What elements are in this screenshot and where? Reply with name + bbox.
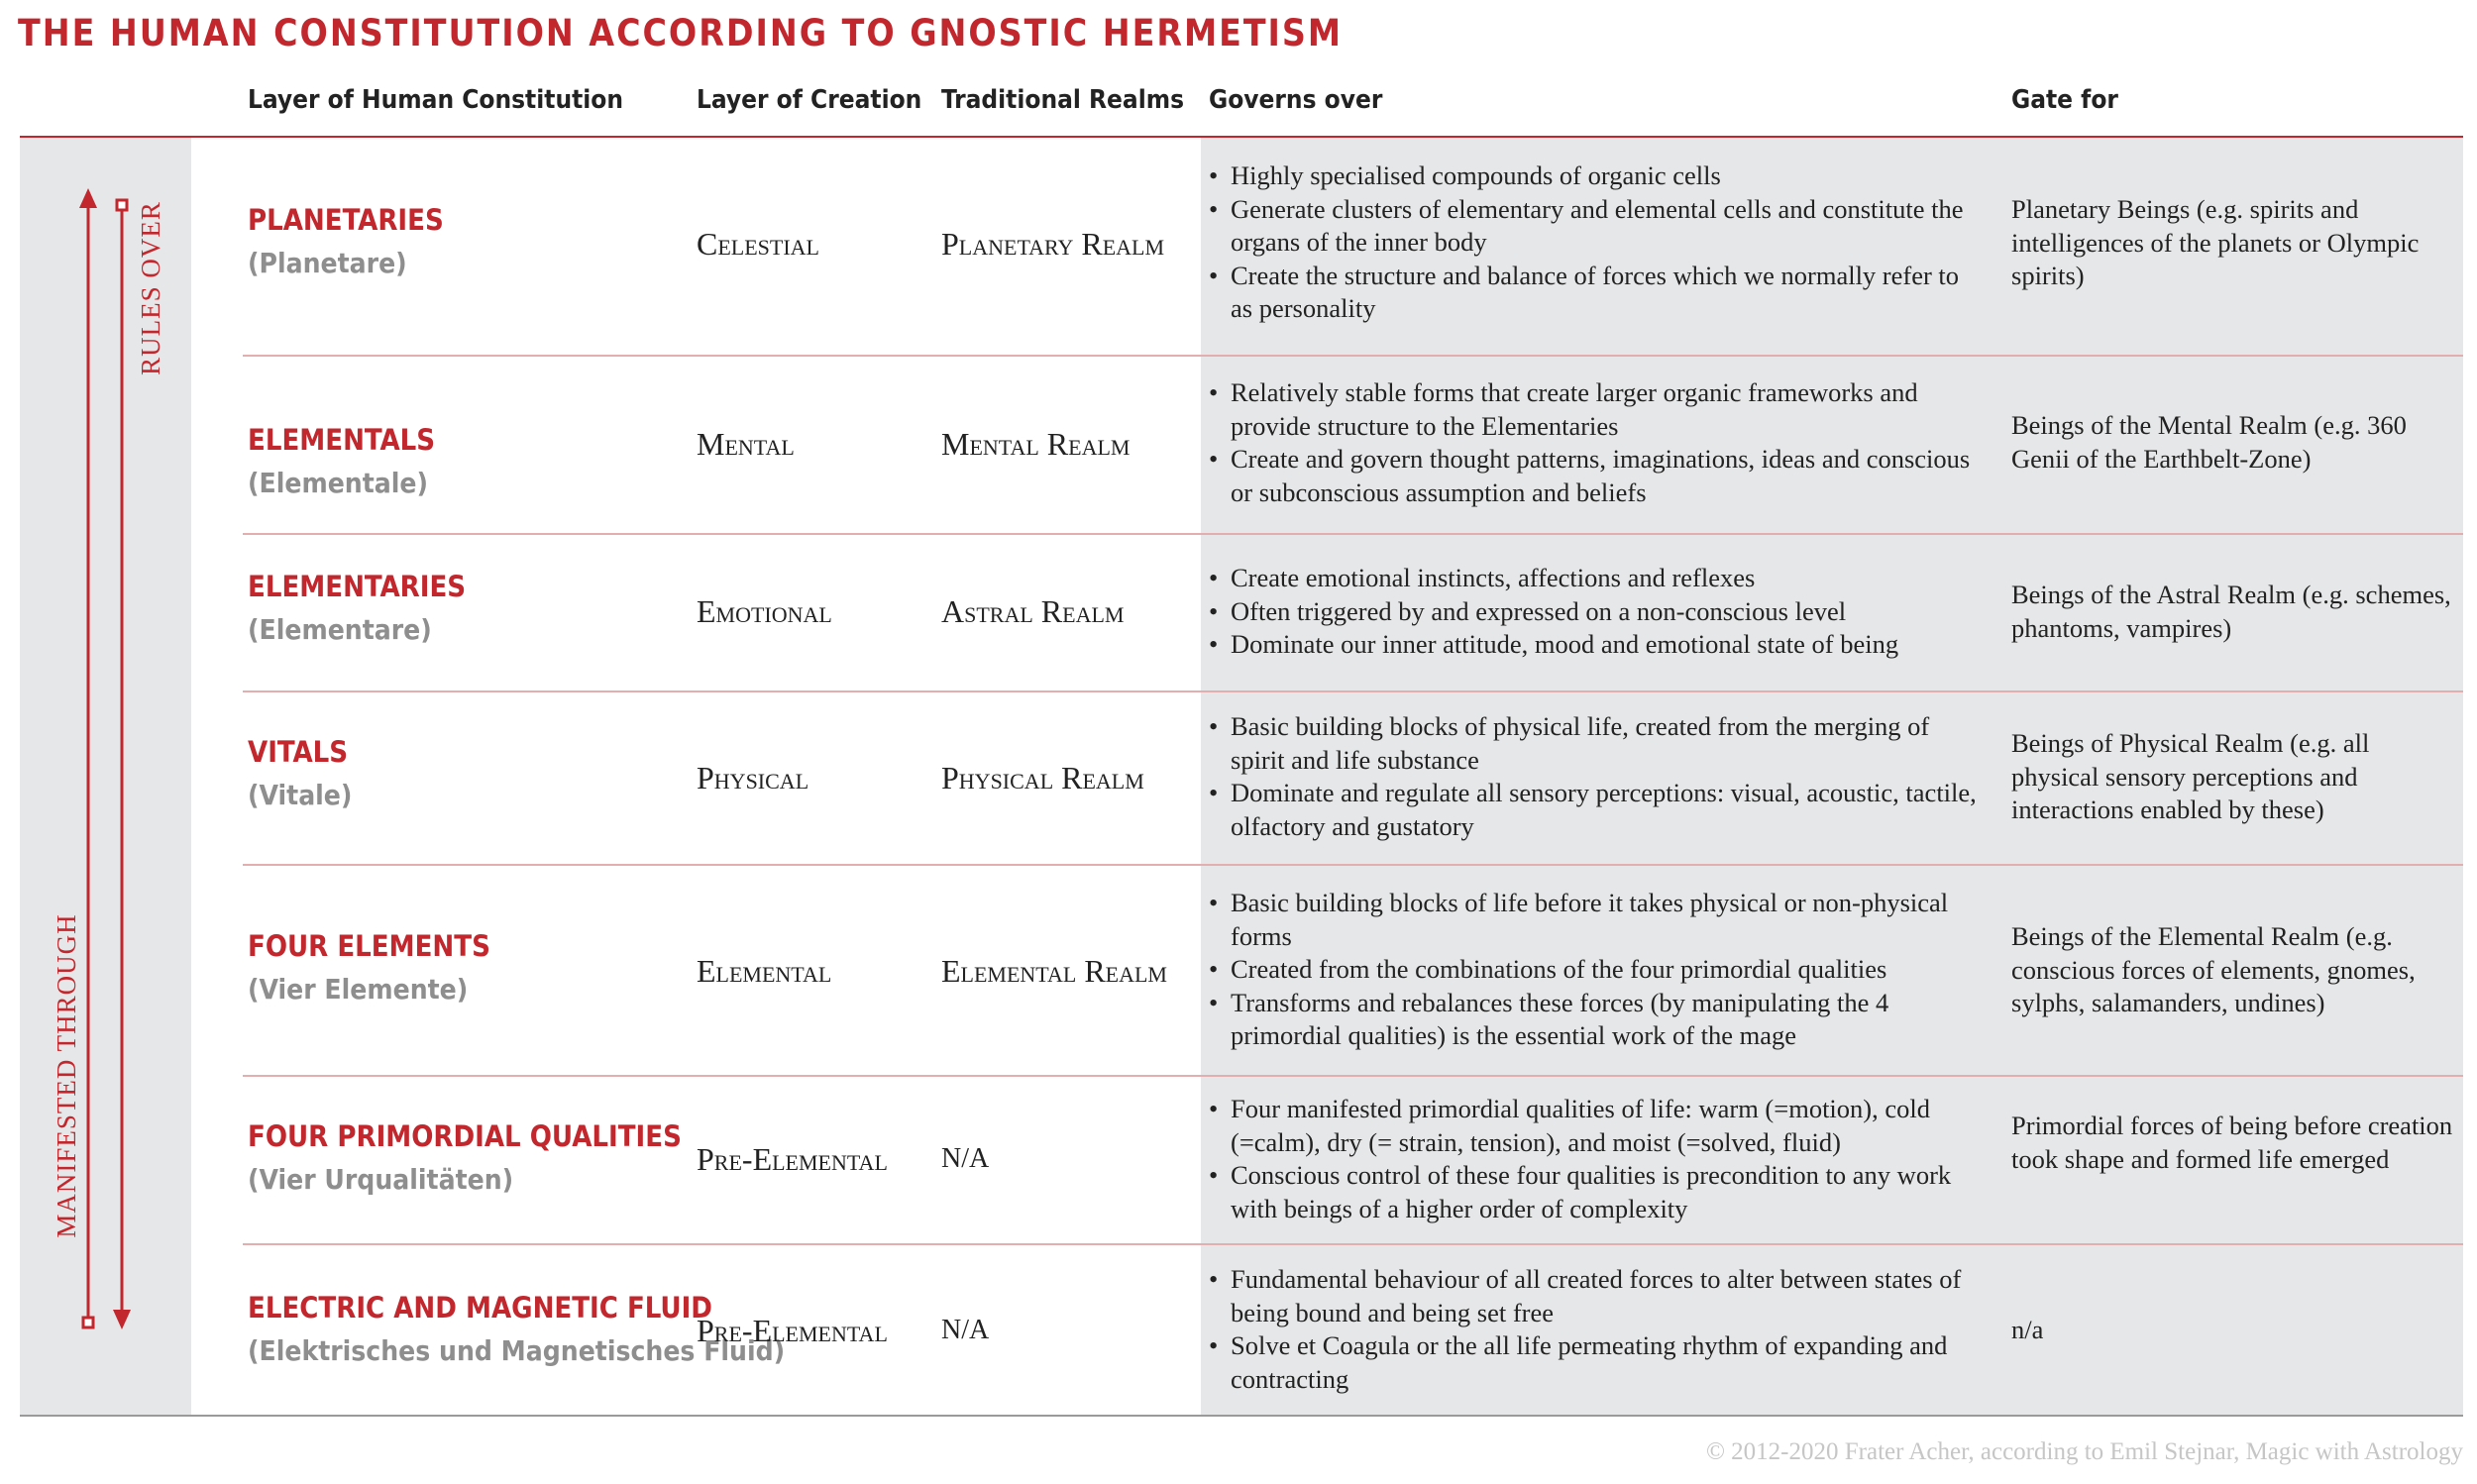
governs-item: • Four manifested primordial qualities of life: warm (=motion), cold (=calm), dry (= strain, tension), and moist (=solved, fluid) (1207, 1093, 1980, 1159)
traditional-realm: N/A (941, 1315, 990, 1345)
layer-name: FOUR ELEMENTS (248, 929, 490, 963)
layer-subtitle: (Vier Elemente) (248, 973, 469, 1006)
gate-for: n/a (2011, 1315, 2044, 1344)
rules-over-label: RULES OVER (136, 201, 165, 375)
row-divider (243, 690, 2463, 692)
gate-for: Beings of the Mental Realm (e.g. 360 Genii of the Earthbelt-Zone) (2011, 410, 2407, 474)
gate-for: Beings of the Elemental Realm (e.g. conscious forces of elements, gnomes, sylphs, salamanders, undines) (2011, 921, 2416, 1017)
governs-item: • Relatively stable forms that create larger organic frameworks and provide structure to the Elementaries (1207, 376, 1980, 443)
layer-subtitle: (Vitale) (248, 779, 353, 811)
governs-list (1207, 562, 1980, 662)
page-title: THE HUMAN CONSTITUTION ACCORDING TO GNOSTIC HERMETISM (18, 12, 1344, 54)
row-divider (243, 1243, 2463, 1245)
row-divider (243, 355, 2463, 357)
gate-for: Primordial forces of being before creation took shape and formed life emerged (2011, 1111, 2453, 1174)
traditional-realm: N/A (941, 1143, 990, 1174)
layer-subtitle: (Elementare) (248, 613, 432, 646)
governs-item: • Fundamental behaviour of all created forces to alter between states of being bound and being set free (1207, 1263, 1980, 1329)
row-divider (243, 864, 2463, 866)
governs-list (1207, 710, 1980, 843)
traditional-realm: Elemental Realm (941, 953, 1167, 989)
copyright-footer: © 2012-2020 Frater Acher, according to Emil Stejnar, Magic with Astrology (1705, 1438, 2463, 1465)
governs-item: • Create and govern thought patterns, imaginations, ideas and conscious or subconscious assumption and beliefs (1207, 443, 1980, 509)
layer-subtitle: (Elementale) (248, 467, 428, 499)
creation-layer: Physical (697, 760, 809, 795)
governs-list (1207, 1263, 1980, 1396)
layer-name: ELEMENTALS (248, 423, 436, 457)
gate-for: Planetary Beings (e.g. spirits and intelligences of the planets or Olympic spirits) (2011, 194, 2420, 290)
layer-name: ELEMENTARIES (248, 570, 467, 603)
governs-list (1207, 887, 1980, 1053)
governs-item: • Dominate and regulate all sensory perceptions: visual, acoustic, tactile, olfactory and gustatory (1207, 777, 1980, 843)
creation-layer: Pre-Elemental (697, 1313, 888, 1348)
header-layer: Layer of Human Constitution (248, 85, 624, 115)
traditional-realm: Astral Realm (941, 593, 1125, 629)
traditional-realm: Physical Realm (941, 760, 1144, 795)
gate-for: Beings of Physical Realm (e.g. all physical sensory perceptions and interactions enabled by these) (2011, 728, 2370, 824)
layer-subtitle: (Elektrisches und Magnetisches Fluid) (248, 1334, 786, 1367)
creation-layer: Elemental (697, 953, 832, 989)
governs-list (1207, 376, 1980, 509)
creation-layer: Celestial (697, 226, 819, 262)
gate-for: Beings of the Astral Realm (e.g. schemes, phantoms, vampires) (2011, 580, 2451, 643)
governs-item: • Highly specialised compounds of organic cells (1207, 159, 1980, 193)
governs-item: • Dominate our inner attitude, mood and emotional state of being (1207, 628, 1980, 662)
row-divider (243, 533, 2463, 535)
creation-layer: Pre-Elemental (697, 1141, 888, 1177)
governs-item: • Solve et Coagula or the all life permeating rhythm of expanding and contracting (1207, 1329, 1980, 1396)
layer-name: FOUR PRIMORDIAL QUALITIES (248, 1119, 682, 1153)
governs-item: • Basic building blocks of life before it takes physical or non-physical forms (1207, 887, 1980, 953)
governs-list (1207, 159, 1980, 326)
creation-layer: Emotional (697, 593, 832, 629)
table-bottom-rule (20, 1415, 2463, 1417)
layer-name: PLANETARIES (248, 203, 444, 237)
header-creation: Layer of Creation (697, 85, 922, 115)
manifested-through-label: MANIFESTED THROUGH (52, 913, 81, 1238)
governs-item: • Generate clusters of elementary and elemental cells and constitute the organs of the inner body (1207, 193, 1980, 260)
layer-subtitle: (Planetare) (248, 247, 407, 279)
governs-item: • Create emotional instincts, affections and reflexes (1207, 562, 1980, 595)
layer-name: ELECTRIC AND MAGNETIC FLUID (248, 1291, 712, 1325)
header-governs: Governs over (1209, 85, 1383, 115)
governs-item: • Created from the combinations of the four primordial qualities (1207, 953, 1980, 987)
governs-item: • Transforms and rebalances these forces (by manipulating the 4 primordial qualities) is the essential work of the mage (1207, 987, 1980, 1053)
header-gate: Gate for (2011, 85, 2118, 115)
layer-subtitle: (Vier Urqualitäten) (248, 1163, 514, 1196)
governs-item: • Basic building blocks of physical life, created from the merging of spirit and life substance (1207, 710, 1980, 777)
traditional-realm: Planetary Realm (941, 226, 1165, 262)
governs-item: • Create the structure and balance of forces which we normally refer to as personality (1207, 260, 1980, 326)
governs-item: • Often triggered by and expressed on a non-conscious level (1207, 595, 1980, 629)
row-divider (243, 1075, 2463, 1077)
traditional-realm: Mental Realm (941, 426, 1131, 462)
governs-list (1207, 1093, 1980, 1225)
governs-item: • Conscious control of these four qualities is precondition to any work with beings of a higher order of complexity (1207, 1159, 1980, 1225)
layer-name: VITALS (248, 735, 349, 769)
header-realms: Traditional Realms (941, 85, 1185, 115)
creation-layer: Mental (697, 426, 795, 462)
